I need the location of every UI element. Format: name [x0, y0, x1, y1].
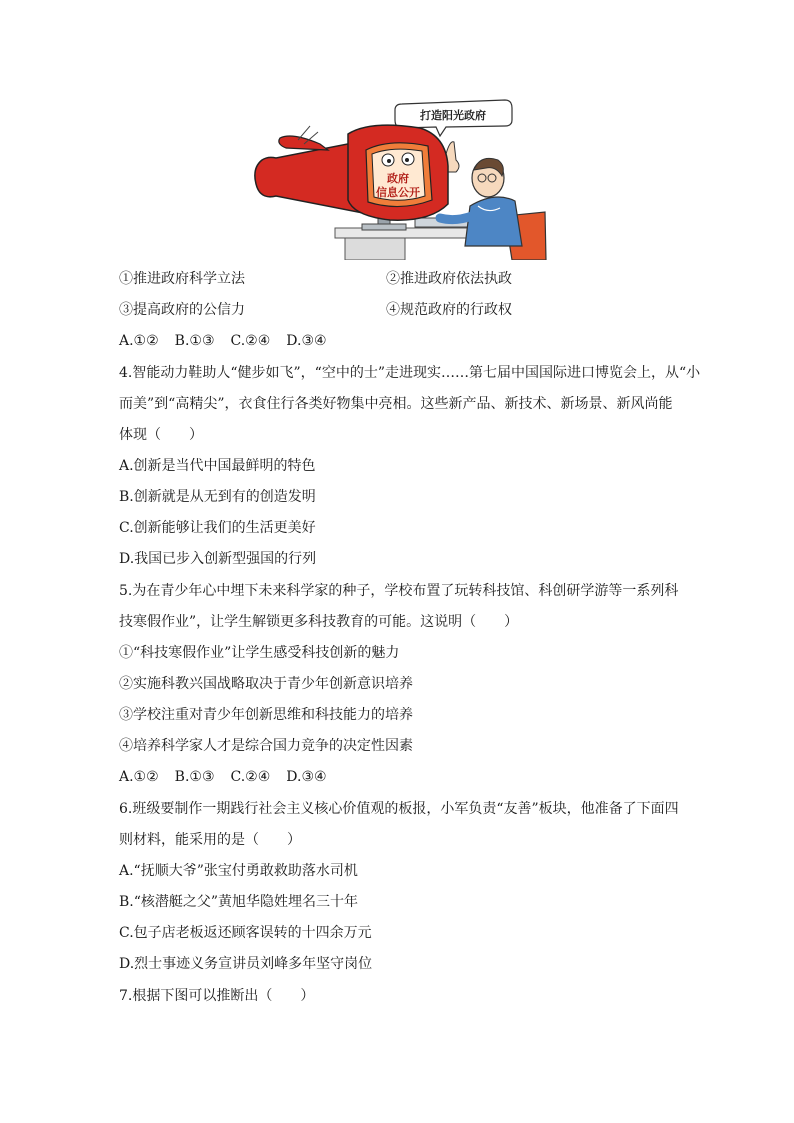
q5-statement-2: ②实施科教兴国战略取决于青少年创新意识培养 — [119, 676, 413, 692]
q3-choice-a[interactable]: A.①② — [119, 333, 159, 349]
government-info-cartoon — [250, 96, 550, 260]
q6-option-a[interactable]: A.“抚顺大爷”张宝付勇敢救助落水司机 — [119, 863, 358, 879]
q7-stem: 7.根据下图可以推断出（ ） — [119, 988, 315, 1004]
screen-title-line2: 信息公开 — [376, 186, 420, 199]
q6-stem-line-2: 则材料，能采用的是（ ） — [119, 832, 301, 848]
q5-choice-b[interactable]: B.①③ — [174, 769, 215, 785]
q6-option-b[interactable]: B.“核潜艇之父”黄旭华隐姓埋名三十年 — [119, 894, 359, 910]
q3-option-4: ④规范政府的行政权 — [386, 302, 512, 318]
q6-stem-line-1: 6.班级要制作一期践行社会主义核心价值观的板报，小军负责“友善”板块，他准备了下面四 — [119, 801, 679, 817]
q3-choice-c[interactable]: C.②④ — [230, 333, 271, 349]
q6-option-d[interactable]: D.烈士事迹义务宣讲员刘峰多年坚守岗位 — [119, 956, 373, 972]
q3-option-2: ②推进政府依法执政 — [386, 271, 512, 287]
q3-choices — [119, 332, 343, 350]
q5-statement-1: ①“科技寒假作业”让学生感受科技创新的魅力 — [119, 645, 400, 661]
q5-choices — [119, 768, 343, 786]
q4-option-b[interactable]: B.创新就是从无到有的创造发明 — [119, 489, 316, 505]
q4-stem-line-2: 而美”到“高精尖”，衣食住行各类好物集中亮相。这些新产品、新技术、新场景、新风尚能 — [119, 396, 673, 412]
q4-option-c[interactable]: C.创新能够让我们的生活更美好 — [119, 520, 316, 536]
q5-choice-d[interactable]: D.③④ — [286, 769, 327, 785]
screen-title-line1: 政府 — [387, 172, 409, 185]
q4-option-a[interactable]: A.创新是当代中国最鲜明的特色 — [119, 458, 316, 474]
q5-choice-c[interactable]: C.②④ — [230, 769, 271, 785]
q5-stem-line-2: 技寒假作业”，让学生解锁更多科技教育的可能。这说明（ ） — [119, 614, 519, 630]
q3-option-3: ③提高政府的公信力 — [119, 302, 245, 318]
q5-statement-4: ④培养科学家人才是综合国力竞争的决定性因素 — [119, 738, 413, 754]
q4-stem-line-3: 体现（ ） — [119, 427, 203, 443]
q3-option-1: ①推进政府科学立法 — [119, 271, 245, 287]
q5-choice-a[interactable]: A.①② — [119, 769, 159, 785]
q4-stem-line-1: 4.智能动力鞋助人“健步如飞”，“空中的士”走进现实……第七届中国国际进口博览会上，从“小 — [119, 365, 701, 381]
q4-option-d[interactable]: D.我国已步入创新型强国的行列 — [119, 551, 317, 567]
q3-choice-b[interactable]: B.①③ — [174, 333, 215, 349]
q3-choice-d[interactable]: D.③④ — [286, 333, 327, 349]
speech-bubble-text: 打造阳光政府 — [420, 109, 486, 122]
q5-stem-line-1: 5.为在青少年心中埋下未来科学家的种子，学校布置了玩转科技馆、科创研学游等一系列科 — [119, 583, 679, 599]
q5-statement-3: ③学校注重对青少年创新思维和科技能力的培养 — [119, 707, 413, 723]
q6-option-c[interactable]: C.包子店老板返还顾客误转的十四余万元 — [119, 925, 372, 941]
